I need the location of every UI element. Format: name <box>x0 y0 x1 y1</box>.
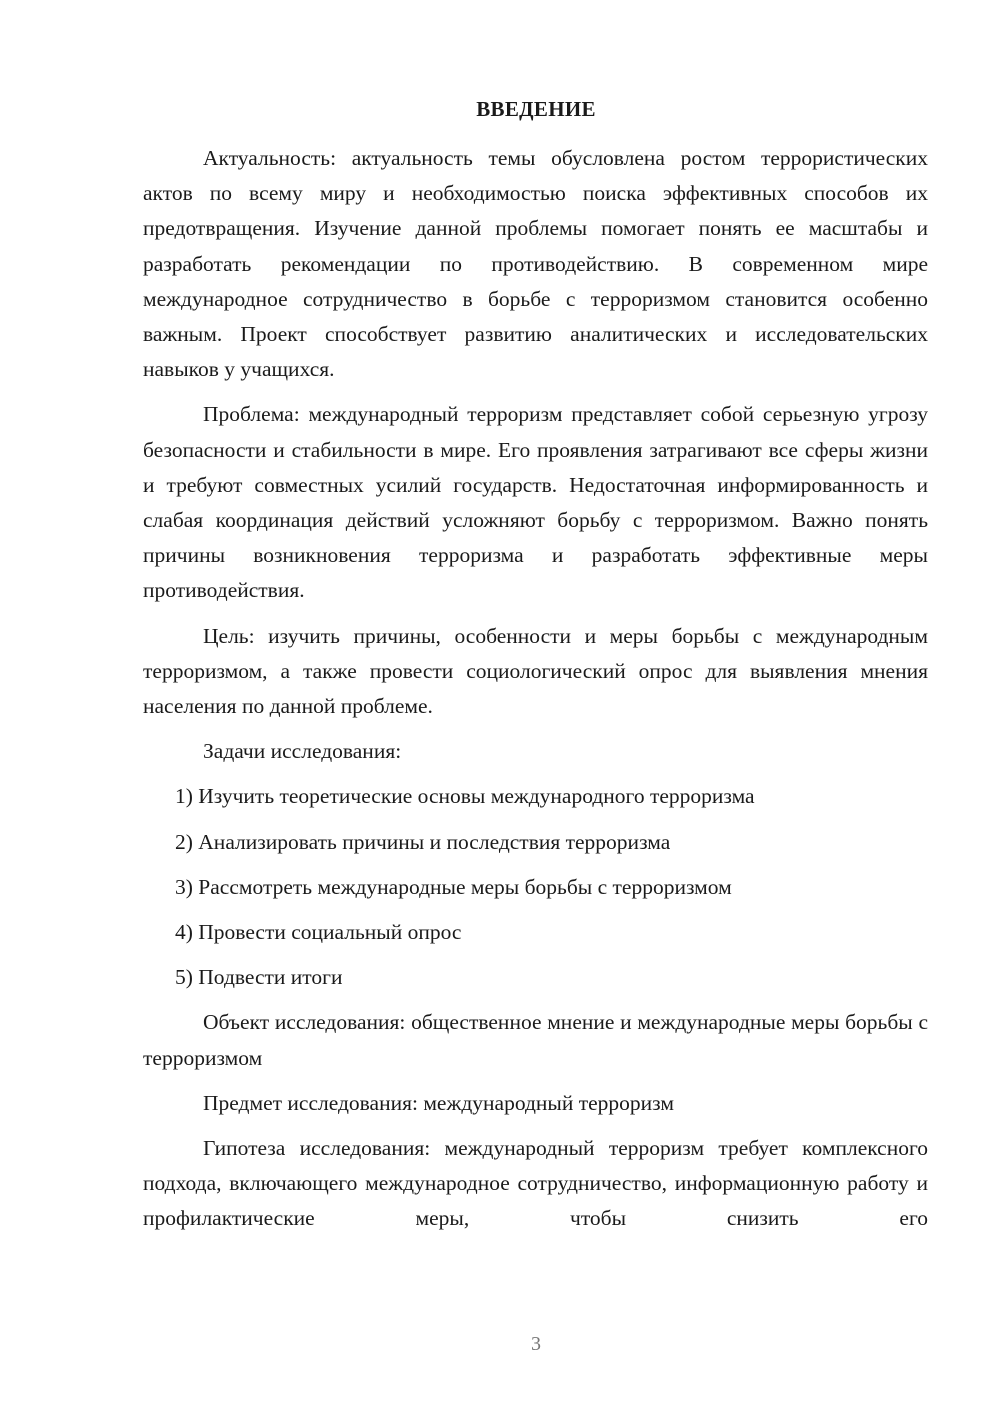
tasks-list <box>143 779 928 995</box>
page-number: 3 <box>531 1333 541 1355</box>
paragraph-object: Объект исследования: общественное мнение и международные меры борьбы с терроризмом <box>143 1010 928 1070</box>
paragraph-subject: Предмет исследования: международный терроризм <box>203 1090 674 1115</box>
list-item: 5) Подвести итоги <box>175 965 343 990</box>
list-item: 1) Изучить теоретические основы международного терроризма <box>175 784 755 809</box>
paragraph-relevance: Актуальность: актуальность темы обусловлена ростом террористических актов по всему миру и необходимостью поиска эффективных способов их предотвращения. Изучение данной проблемы помогает понять ее масштабы и разработать рекомендации по противодействию. В современном мире международное сотрудничество в борьбе с терроризмом становится особенно важным. Проект способствует развитию аналитических и исследовательских навыков у учащихся. <box>143 146 928 382</box>
list-item: 2) Анализировать причины и последствия терроризма <box>175 829 671 854</box>
paragraph-hypothesis: Гипотеза исследования: международный терроризм требует комплексного подхода, включающего международное сотрудничество, информационную работу и профилактические меры, чтобы снизить его <box>143 1136 928 1231</box>
paragraph-problem: Проблема: международный терроризм представляет собой серьезную угрозу безопасности и стабильности в мире. Его проявления затрагивают все сферы жизни и требуют совместных усилий государств. Недостаточная информированность и слабая координация действий усложняют борьбу с терроризмом. Важно понять причины возникновения терроризма и разработать эффективные меры противодействия. <box>143 402 928 603</box>
tasks-heading: Задачи исследования: <box>203 739 402 764</box>
paragraph-goal: Цель: изучить причины, особенности и меры борьбы с международным терроризмом, а также провести социологический опрос для выявления мнения населения по данной проблеме. <box>143 623 928 719</box>
body-text-top <box>143 141 928 1247</box>
list-item: 3) Рассмотреть международные меры борьбы с терроризмом <box>175 874 732 899</box>
page-title: ВВЕДЕНИЕ <box>476 97 596 121</box>
list-item: 4) Провести социальный опрос <box>175 920 462 945</box>
